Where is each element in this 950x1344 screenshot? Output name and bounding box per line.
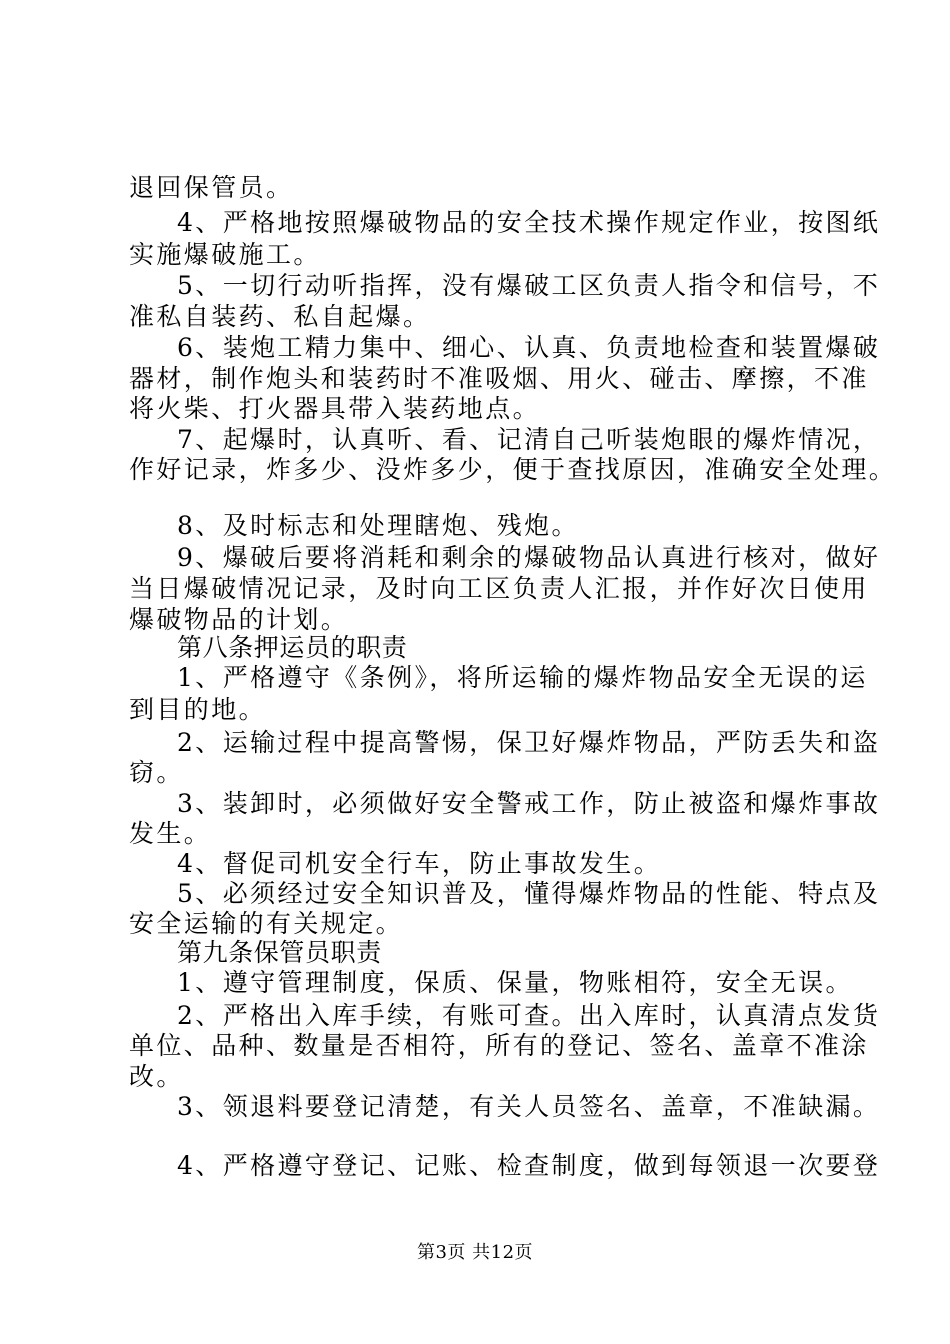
body-line: 5、一切行动听指挥，没有爆破工区负责人指令和信号，不	[177, 271, 881, 300]
body-line: 器材，制作炮头和装药时不准吸烟、用火、碰击、摩擦，不准	[129, 364, 869, 393]
body-line: 4、严格遵守登记、记账、检查制度，做到每领退一次要登	[177, 1151, 881, 1180]
body-line: 窃。	[129, 758, 184, 787]
body-line: 到目的地。	[129, 695, 267, 724]
section-heading: 第九条保管员职责	[177, 938, 382, 967]
body-line: 安全运输的有关规定。	[129, 909, 404, 938]
body-line: 1、严格遵守《条例》，将所运输的爆炸物品安全无误的运	[177, 663, 868, 692]
page-number-footer: 第3页 共12页	[416, 1242, 534, 1263]
body-line: 2、严格出入库手续，有账可查。出入库时，认真清点发货	[177, 1001, 881, 1030]
body-line: 7、起爆时，认真听、看、记清自己听装炮眼的爆炸情况，	[177, 425, 881, 454]
body-line: 6、装炮工精力集中、细心、认真、负责地检查和装置爆破	[177, 333, 881, 362]
body-line: 1、遵守管理制度，保质、保量，物账相符，安全无误。	[177, 968, 853, 997]
body-line: 3、领退料要登记清楚，有关人员签名、盖章，不准缺漏。	[177, 1092, 881, 1121]
body-line: 实施爆破施工。	[129, 240, 321, 269]
body-line: 发生。	[129, 819, 212, 848]
body-line: 4、督促司机安全行车，防止事故发生。	[177, 849, 662, 878]
body-line: 2、运输过程中提高警惕，保卫好爆炸物品，严防丢失和盗	[177, 728, 881, 757]
body-line: 单位、品种、数量是否相符，所有的登记、签名、盖章不准涂	[129, 1031, 869, 1060]
body-line: 5、必须经过安全知识普及，懂得爆炸物品的性能、特点及	[177, 879, 881, 908]
body-line: 将火柴、打火器具带入装药地点。	[129, 394, 541, 423]
body-line: 4、严格地按照爆破物品的安全技术操作规定作业，按图纸	[177, 208, 881, 237]
body-line: 爆破物品的计划。	[129, 605, 349, 634]
body-line: 改。	[129, 1062, 184, 1091]
body-line: 3、装卸时，必须做好安全警戒工作，防止被盗和爆炸事故	[177, 789, 881, 818]
body-line: 当日爆破情况记录，及时向工区负责人汇报，并作好次日使用	[129, 574, 869, 603]
body-line: 退回保管员。	[129, 173, 294, 202]
section-heading: 第八条押运员的职责	[177, 633, 408, 662]
body-line: 9、爆破后要将消耗和剩余的爆破物品认真进行核对，做好	[177, 543, 881, 572]
body-line: 准私自装药、私自起爆。	[129, 302, 431, 331]
body-line: 作好记录，炸多少、没炸多少，便于查找原因，准确安全处理。	[129, 455, 897, 484]
body-line: 8、及时标志和处理瞎炮、残炮。	[177, 511, 579, 540]
